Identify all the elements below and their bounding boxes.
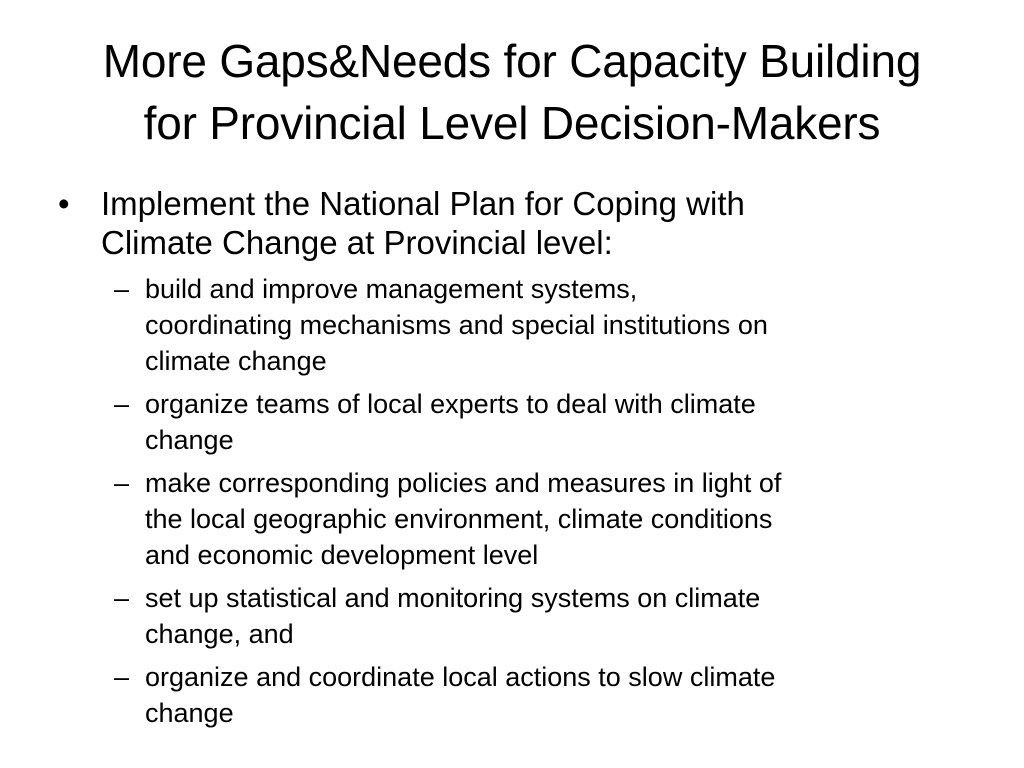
sub-bullet-line: the local geographic environment, climate conditions: [145, 504, 773, 534]
sub-bullet-item: [54, 580, 974, 652]
sub-bullet-item: [54, 386, 974, 458]
sub-bullet-line: and economic development level: [145, 540, 539, 570]
slide-title: [0, 30, 1024, 154]
slide-title-line-2: for Provincial Level Decision-Makers: [143, 97, 881, 149]
dash-marker: –: [114, 389, 130, 419]
sub-bullet-item: [54, 659, 974, 731]
sub-bullet-line: coordinating mechanisms and special institutions on: [145, 310, 768, 340]
sub-bullet-item: [54, 465, 974, 573]
main-bullet-line-1: Implement the National Plan for Coping with: [101, 185, 745, 222]
dash-marker: –: [114, 662, 130, 692]
main-bullet: [54, 184, 974, 262]
bullet-marker: •: [58, 185, 70, 222]
slide-title-line-1: More Gaps&Needs for Capacity Building: [102, 35, 922, 87]
sub-bullet-line: organize teams of local experts to deal with climate: [145, 389, 756, 419]
slide-body: [54, 184, 974, 738]
sub-bullet-line: make corresponding policies and measures in light of: [145, 468, 782, 498]
sub-bullet-line: change, and: [145, 619, 294, 649]
sub-bullet-line: change: [145, 425, 234, 455]
sub-bullet-line: organize and coordinate local actions to slow climate: [145, 662, 776, 692]
sub-bullet-line: set up statistical and monitoring systems on climate: [145, 583, 761, 613]
sub-bullet-item: [54, 271, 974, 379]
main-bullet-line-2: Climate Change at Provincial level:: [101, 224, 613, 261]
dash-marker: –: [114, 583, 130, 613]
sub-bullet-line: build and improve management systems,: [145, 274, 638, 304]
sub-bullet-line: climate change: [145, 346, 327, 376]
dash-marker: –: [114, 468, 130, 498]
sub-bullet-list: [54, 271, 974, 731]
sub-bullet-line: change: [145, 698, 234, 728]
dash-marker: –: [114, 274, 130, 304]
